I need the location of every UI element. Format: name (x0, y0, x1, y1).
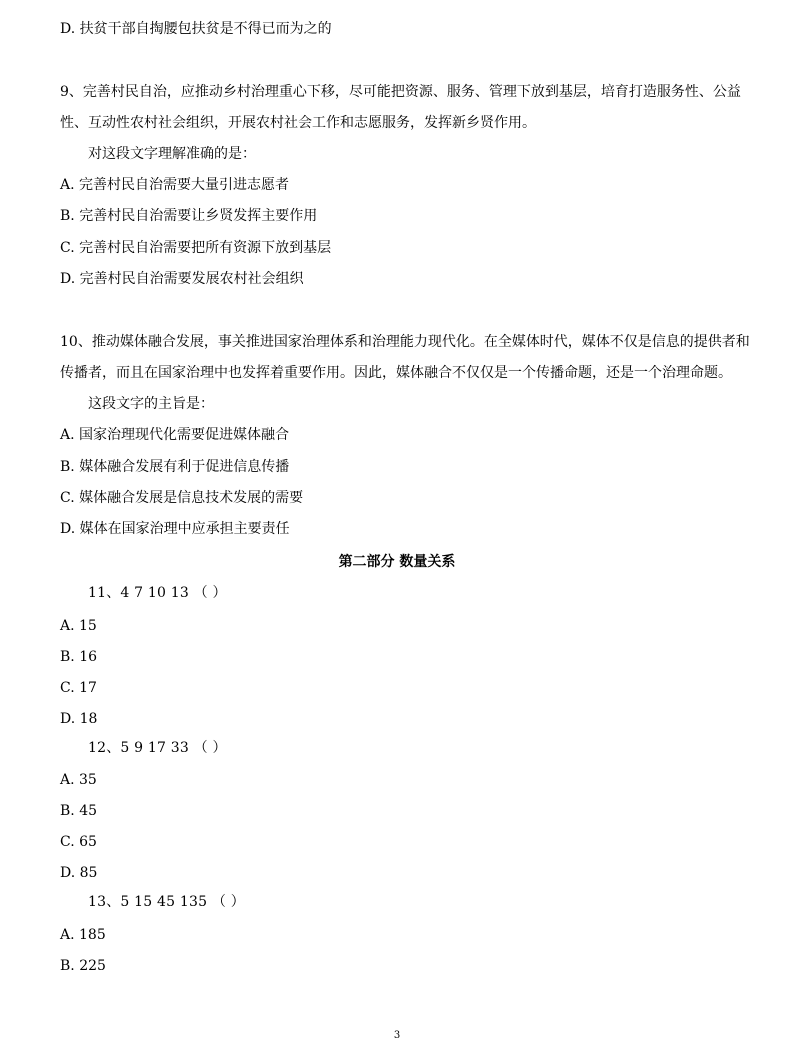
q10-stem-line-2: 传播者，而且在国家治理中也发挥着重要作用。因此，媒体融合不仅仅是一个传播命题，还是一个治理命题。 (60, 365, 732, 381)
option-text: 225 (79, 958, 106, 974)
option-label: A. (60, 927, 75, 943)
q11-option-a[interactable] (60, 617, 97, 635)
option-label: A. (60, 618, 75, 634)
q11-option-d[interactable] (60, 710, 97, 728)
page-number: 3 (393, 1030, 401, 1041)
option-text: 65 (79, 834, 97, 850)
option-text: 85 (79, 865, 98, 881)
q12-option-a[interactable] (60, 771, 97, 789)
option-text: 17 (79, 680, 97, 696)
q12-option-b[interactable] (60, 802, 97, 820)
q12-option-c[interactable] (60, 833, 97, 851)
q9-option-c[interactable] (60, 239, 331, 257)
option-label: B. (60, 459, 75, 475)
option-label: D. (60, 271, 76, 287)
option-label: A. (60, 177, 75, 193)
option-label: C. (60, 490, 75, 506)
option-label: C. (60, 834, 75, 850)
q9-stem-line-1: 9、完善村民自治，应推动乡村治理重心下移，尽可能把资源、服务、管理下放到基层，培育打造服务性、公益 (60, 84, 741, 100)
option-text: 35 (79, 772, 97, 788)
q13-option-a[interactable] (60, 926, 106, 944)
q9-option-a[interactable] (60, 176, 289, 194)
option-text: 完善村民自治需要大量引进志愿者 (79, 177, 290, 193)
q10-option-d[interactable] (60, 520, 290, 538)
q10-option-b[interactable] (60, 458, 289, 476)
option-label: A. (60, 427, 75, 443)
option-text: 完善村民自治需要让乡贤发挥主要作用 (79, 208, 318, 224)
option-label: D. (60, 865, 76, 881)
option-text: 完善村民自治需要发展农村社会组织 (79, 271, 304, 287)
option-text: 媒体在国家治理中应承担主要责任 (79, 521, 290, 537)
option-text: 扶贫干部自掏腰包扶贫是不得已而为之的 (79, 21, 332, 37)
q12-option-d[interactable] (60, 864, 97, 882)
option-label: B. (60, 649, 75, 665)
option-text: 185 (79, 927, 106, 943)
option-label: B. (60, 803, 75, 819)
q11-stem: 11、4 7 10 13 （ ） (88, 585, 227, 601)
option-text: 18 (79, 711, 98, 727)
option-label: D. (60, 21, 76, 37)
q10-prompt: 这段文字的主旨是： (88, 396, 214, 412)
q9-prompt: 对这段文字理解准确的是： (88, 146, 256, 162)
section-title: 第二部分 数量关系 (338, 554, 456, 570)
q12-stem: 12、5 9 17 33 （ ） (88, 740, 227, 756)
q10-option-c[interactable] (60, 489, 303, 507)
option-text: 45 (79, 803, 98, 819)
q9-stem-line-2: 性、互动性农村社会组织，开展农村社会工作和志愿服务，发挥新乡贤作用。 (60, 115, 536, 131)
option-text: 16 (79, 649, 98, 665)
q13-option-b[interactable] (60, 957, 106, 975)
q11-option-c[interactable] (60, 679, 97, 697)
option-text: 媒体融合发展是信息技术发展的需要 (79, 490, 304, 506)
q9-option-d[interactable] (60, 270, 304, 288)
option-label: C. (60, 680, 75, 696)
option-text: 国家治理现代化需要促进媒体融合 (79, 427, 290, 443)
q10-stem-line-1: 10、推动媒体融合发展，事关推进国家治理体系和治理能力现代化。在全媒体时代，媒体不仅是信息的提供者和 (60, 334, 750, 350)
option-text: 媒体融合发展有利于促进信息传播 (79, 459, 290, 475)
option-label: C. (60, 240, 75, 256)
option-label: B. (60, 958, 75, 974)
prev-question-option-d (60, 20, 332, 38)
q9-option-b[interactable] (60, 207, 317, 225)
q11-option-b[interactable] (60, 648, 97, 666)
q13-stem: 13、5 15 45 135 （ ） (88, 894, 245, 910)
option-label: D. (60, 711, 76, 727)
option-label: B. (60, 208, 75, 224)
option-text: 15 (79, 618, 97, 634)
option-text: 完善村民自治需要把所有资源下放到基层 (79, 240, 332, 256)
option-label: A. (60, 772, 75, 788)
option-label: D. (60, 521, 76, 537)
q10-option-a[interactable] (60, 426, 289, 444)
